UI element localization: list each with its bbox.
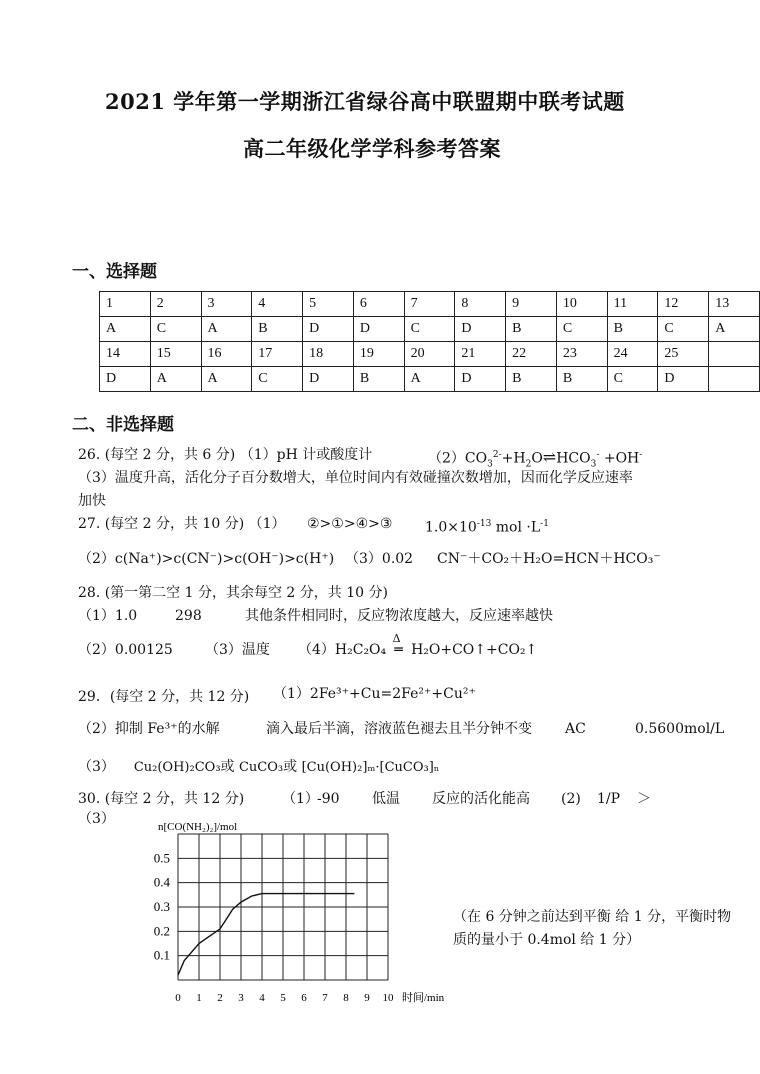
q28-head: 28. (第一第二空 1 分，其余每空 2 分，共 10 分) [78, 585, 388, 601]
answer-table-cell: 6 [353, 292, 404, 317]
answer-table-cell: 3 [201, 292, 252, 317]
answer-table-cell: B [506, 317, 557, 342]
q30-answer-1b: 低温 [372, 791, 400, 807]
answer-table-cell: A [100, 317, 151, 342]
answer-table-cell: 22 [506, 342, 557, 367]
answer-table-cell: 1 [100, 292, 151, 317]
q30-answer-1: （1） [282, 791, 319, 807]
q26-answer-3-line1: （3）温度升高，活化分子百分数增大，单位时间内有效碰撞次数增加，因而化学反应速率 [78, 470, 633, 486]
q28-answer-1c: 其他条件相同时，反应物浓度越大，反应速率越快 [245, 608, 553, 624]
mol-time-chart [140, 818, 450, 1018]
answer-table-cell: 10 [556, 292, 607, 317]
answer-table-cell: C [150, 317, 201, 342]
q30-answer-2-value: 1/P [597, 791, 621, 807]
section-choice-heading: 一、选择题 [72, 262, 157, 282]
chart-x-axis-label: 时间/min [402, 992, 445, 1004]
answer-table-cell: D [303, 317, 354, 342]
title-main: 2021 学年第一学期浙江省绿谷高中联盟期中联考试题 [105, 89, 625, 114]
chart-series-line [178, 894, 354, 976]
answer-table-cell: 2 [150, 292, 201, 317]
answer-table-cell: 25 [658, 342, 709, 367]
q29-answer-2c: AC [565, 721, 586, 737]
chart-x-tick-label: 6 [301, 992, 307, 1004]
answer-table-cell: 17 [252, 342, 303, 367]
answer-table-cell: C [658, 317, 709, 342]
q26-answer-3-line2: 加快 [78, 493, 106, 509]
answer-table-cell: C [252, 367, 303, 392]
q28-answer-1: （1）1.0 [78, 608, 138, 624]
q29-head: 29．(每空 2 分，共 12 分) [78, 689, 250, 705]
q30-answer-2c: ＞ [637, 791, 651, 807]
chart-x-tick-label: 3 [238, 992, 244, 1004]
answer-table-cell: 18 [303, 342, 354, 367]
q29-answer-2d: 0.5600mol/L [635, 721, 725, 737]
chart-y-tick-label: 0.3 [153, 899, 170, 914]
answer-table-cell: B [607, 317, 658, 342]
answer-table-cell: B [506, 367, 557, 392]
q26-answer-2: $(2)CO_3^{2-}+H_2O\rightleftharpoons HCO_3^- +OH^-$ [428, 447, 643, 470]
answer-table-cell [709, 367, 760, 392]
answer-table-cell: B [252, 317, 303, 342]
q27-equation: CN⁻＋CO₂＋H₂O=HCN＋HCO₃⁻ [437, 551, 661, 567]
q30-answer-3: （3） [78, 811, 115, 827]
q29-answer-3: （3） Cu₂(OH)₂CO₃或 CuCO₃或 [Cu(OH)₂]ₘ·[CuCO₃]ₙ [78, 759, 440, 775]
q30-answer-2: (2) [561, 791, 581, 807]
heat-delta-icon: Δ [392, 632, 401, 645]
answer-table-cell: 15 [150, 342, 201, 367]
q27-answer-3: （3）0.02 [345, 551, 414, 567]
answer-table-cell [709, 342, 760, 367]
chart-x-tick-label: 4 [259, 992, 265, 1004]
answer-table-row [100, 342, 760, 367]
answer-table-cell: 9 [506, 292, 557, 317]
q28-answer-1b: 298 [175, 608, 202, 624]
answer-table-cell: 20 [404, 342, 455, 367]
chart-x-tick-label: 5 [280, 992, 286, 1004]
answer-table-cell: C [404, 317, 455, 342]
answer-table-cell: D [658, 367, 709, 392]
q29-answer-2a: （2）抑制 Fe³⁺的水解 [78, 721, 220, 737]
answer-table-cell: 23 [556, 342, 607, 367]
chart-y-tick-label: 0.2 [153, 923, 170, 939]
chart-y-tick-label: 0.4 [153, 874, 170, 890]
answer-table-cell: D [455, 367, 506, 392]
q28-answer-4: （4）H₂C₂O₄ Δ ═ H₂O+CO↑+CO₂↑ [298, 640, 537, 660]
answer-table-row [100, 317, 760, 342]
q28-answer-2: （2）0.00125 [78, 642, 173, 658]
answer-table-cell: C [556, 317, 607, 342]
chart-x-tick-label: 0 [175, 992, 181, 1004]
answer-table-cell: 14 [100, 342, 151, 367]
answer-table-cell: D [455, 317, 506, 342]
answer-table-cell: 12 [658, 292, 709, 317]
answer-table-cell: A [150, 367, 201, 392]
answer-table-cell: B [556, 367, 607, 392]
chart-x-tick-label: 7 [322, 992, 328, 1004]
answer-table-cell: D [100, 367, 151, 392]
answer-table-cell: D [303, 367, 354, 392]
answer-table-cell: B [353, 367, 404, 392]
chart-x-tick-label: 2 [217, 992, 223, 1004]
title-sub: 高二年级化学学科参考答案 [243, 136, 501, 161]
q30-answer-1c: 反应的活化能高 [432, 791, 530, 807]
answer-table-cell: 24 [607, 342, 658, 367]
answer-table-cell: A [404, 367, 455, 392]
answer-table-cell: 13 [709, 292, 760, 317]
answer-table-cell: 19 [353, 342, 404, 367]
answer-table-cell: 11 [607, 292, 658, 317]
q30-head: 30. (每空 2 分，共 12 分) [78, 791, 245, 807]
answer-table-cell: 21 [455, 342, 506, 367]
answer-table-cell: 8 [455, 292, 506, 317]
answer-table-cell: D [353, 317, 404, 342]
answer-table-cell: 4 [252, 292, 303, 317]
answer-table [99, 291, 760, 392]
chart-x-tick-label: 10 [382, 992, 394, 1004]
chart-y-tick-label: 0.1 [153, 947, 170, 963]
answer-table-cell: C [607, 367, 658, 392]
chart-y-axis-label: n[CO(NH₂)₂]/mol [158, 821, 238, 833]
answer-table-cell: A [201, 367, 252, 392]
q27-k-value: $1.0\times 10^{-13}$ mol $\cdot L^{-1}$ [425, 519, 549, 536]
answer-table-cell: 5 [303, 292, 354, 317]
chart-x-tick-label: 8 [343, 992, 349, 1004]
q26-head: 26. (每空 2 分，共 6 分) （1）pH 计或酸度计 [78, 447, 373, 463]
q27-head: 27. (每空 2 分，共 10 分) （1） [78, 516, 286, 532]
q28-answer-3: （3）温度 [205, 642, 270, 658]
equilibrium-arrow-icon: ⇌ [542, 447, 557, 467]
answer-table-row [100, 292, 760, 317]
q27-order: ②>①>④>③ [307, 516, 393, 532]
q27-answer-2: （2）c(Na⁺)>c(CN⁻)>c(OH⁻)>c(H⁺) [78, 551, 335, 567]
q30-chart-note: （在 6 分钟之前达到平衡 给 1 分，平衡时物质的量小于 0.4mol 给 1 分） [453, 909, 732, 948]
answer-table-cell: 7 [404, 292, 455, 317]
chart-x-tick-label: 9 [364, 992, 370, 1004]
answer-table-cell: A [201, 317, 252, 342]
answer-table-cell: A [709, 317, 760, 342]
answer-table-cell: 16 [201, 342, 252, 367]
chart-x-tick-label: 1 [196, 992, 202, 1004]
q29-answer-2b: 滴入最后半滴，溶液蓝色褪去且半分钟不变 [266, 721, 532, 737]
chart-y-tick-label: 0.5 [153, 850, 170, 866]
section-nonchoice-heading: 二、非选择题 [72, 415, 174, 435]
answer-table-row [100, 367, 760, 392]
q30-answer-1-value: -90 [317, 791, 340, 807]
q29-answer-1: （1）2Fe³⁺+Cu=2Fe²⁺+Cu²⁺ [273, 686, 476, 702]
